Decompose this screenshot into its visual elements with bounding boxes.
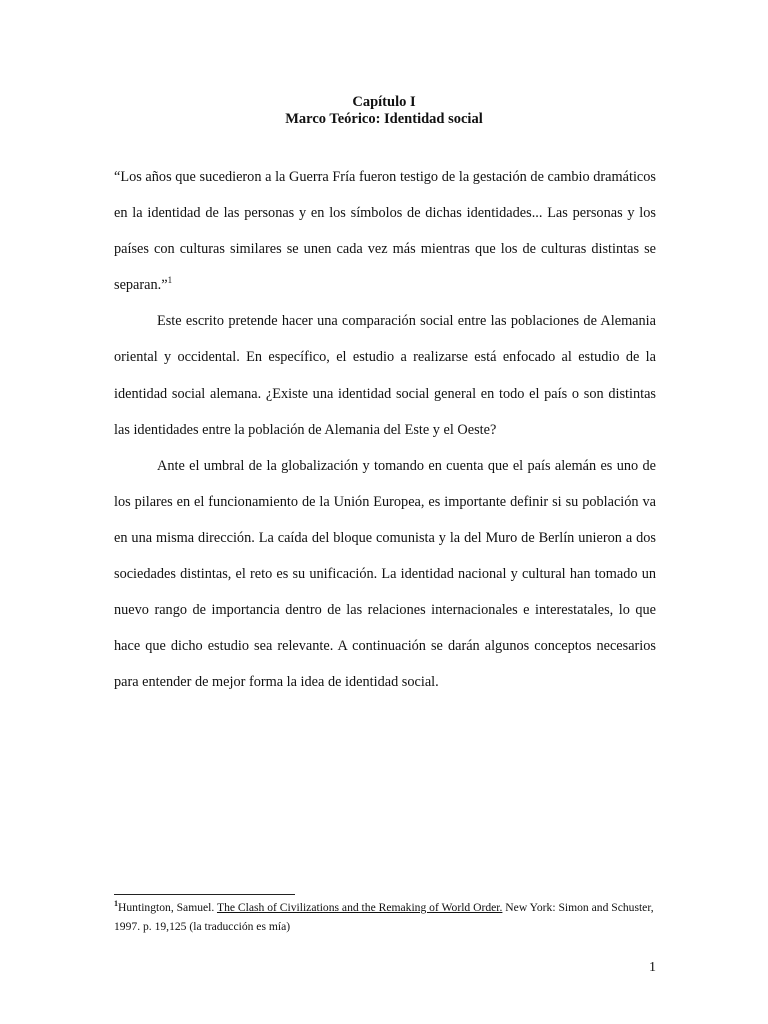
quote-paragraph <box>114 159 656 303</box>
footnote-number: 1 <box>114 899 118 909</box>
footnote-publication: New York: Simon and Schuster, 1997. p. 19,125 (la traducción es mía) <box>114 901 654 933</box>
paragraph-1: Este escrito pretende hacer una comparación social entre las poblaciones de Alemania oriental y occidental. En específico, el estudio a realizarse está enfocado al estudio de la identidad social alemana. ¿Existe una identidad social general en todo el país o son distintas las identidades entre la población de Alemania del Este y el Oeste? <box>114 313 656 438</box>
footnote-reference[interactable]: 1 <box>167 275 173 286</box>
quote-text: “Los años que sucedieron a la Guerra Fría fueron testigo de la gestación de cambio dramáticos en la identidad de las personas y en los símbolos de dichas identidades... Las personas y los países con culturas similares se unen cada vez más mientras que los de culturas distintas se separan.” <box>114 169 656 294</box>
chapter-title: Marco Teórico: Identidad social <box>285 111 483 127</box>
footnote-book-title: The Clash of Civilizations and the Remaking of World Order. <box>216 901 503 914</box>
footnote-author: Huntington, Samuel. <box>118 901 217 914</box>
page-number: 1 <box>649 960 656 975</box>
footnote <box>114 898 659 936</box>
chapter-heading: Capítulo I <box>352 94 416 110</box>
footnote-separator <box>114 894 295 895</box>
body-text <box>114 159 656 700</box>
paragraph-2: Ante el umbral de la globalización y tomando en cuenta que el país alemán es uno de los pilares en el funcionamiento de la Unión Europea, es importante definir si su población va en una misma dirección. La caída del bloque comunista y la del Muro de Berlín unieron a dos sociedades distintas, el reto es su unificación. La identidad nacional y cultural han tomado un nuevo rango de importancia dentro de las relaciones internacionales e interestatales, lo que hace que dicho estudio sea relevante. A continuación se darán algunos conceptos necesarios para entender de mejor forma la idea de identidad social. <box>114 457 656 691</box>
